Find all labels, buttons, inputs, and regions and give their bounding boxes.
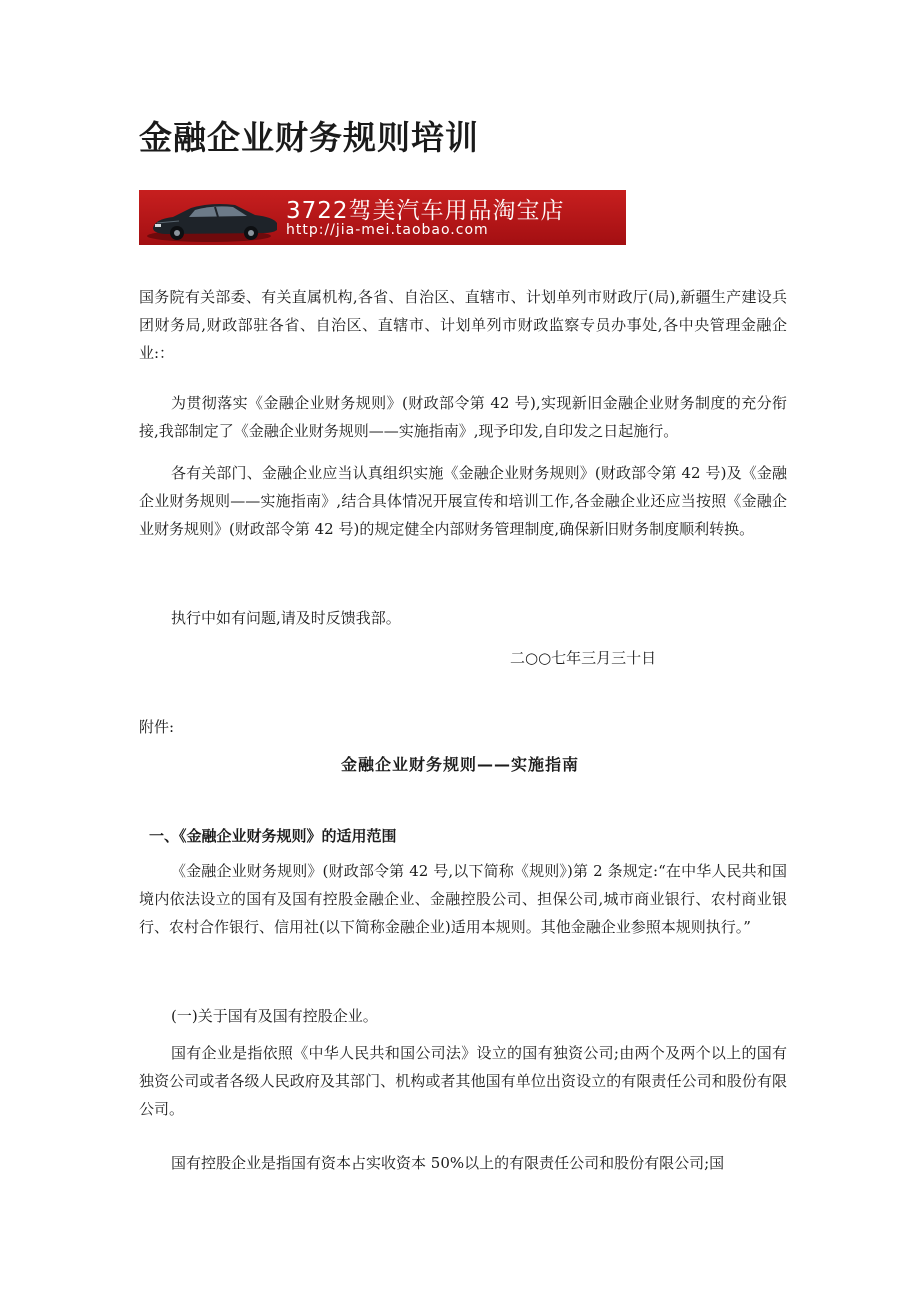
document-date: 二○○七年三月三十日 — [510, 649, 657, 667]
document-title: 金融企业财务规则培训 — [139, 118, 479, 157]
guide-title: 金融企业财务规则——实施指南 — [340, 755, 579, 774]
body-paragraph-5: 国有企业是指依照《中华人民共和国公司法》设立的国有独资公司;由两个及两个以上的国有独资公司或者各级人民政府及其部门、机构或者其他国有单位出资设立的有限责任公司和股份有限公司。 — [139, 1044, 787, 1118]
body-paragraph-6: 国有控股企业是指国有资本占实收资本 50%以上的有限责任公司和股份有限公司;国 — [171, 1154, 725, 1172]
attachment-label: 附件: — [139, 718, 175, 736]
banner-url[interactable]: http://jia-mei.taobao.com — [286, 222, 489, 238]
shop-banner-ad[interactable] — [139, 190, 626, 245]
subsection-heading-1: (一)关于国有及国有控股企业。 — [171, 1007, 378, 1025]
body-paragraph-2: 各有关部门、金融企业应当认真组织实施《金融企业财务规则》(财政部令第 42 号)及《金融企业财务规则——实施指南》,结合具体情况开展宣传和培训工作,各金融企业还应当按照《金融企业财务规则》(财政部令第 42 号)的规定健全内部财务管理制度,确保新旧财务制度顺利转换。 — [139, 464, 787, 538]
addressee-paragraph: 国务院有关部委、有关直属机构,各省、自治区、直辖市、计划单列市财政厅(局),新疆生产建设兵团财务局,财政部驻各省、自治区、直辖市、计划单列市财政监察专员办事处,各中央管理金融企业:： — [139, 288, 787, 362]
body-paragraph-3: 执行中如有问题,请及时反馈我部。 — [171, 609, 401, 627]
section-heading-1: 一、《金融企业财务规则》的适用范围 — [149, 827, 397, 845]
body-paragraph-4: 《金融企业财务规则》(财政部令第 42 号,以下简称《规则》)第 2 条规定:“在中华人民共和国境内依法设立的国有及国有控股金融企业、金融控股公司、担保公司,城市商业银行、农村商业银行、农村合作银行、信用社(以下简称金融企业)适用本规则。其他金融企业参照本规则执行。” — [139, 862, 787, 936]
body-paragraph-1: 为贯彻落实《金融企业财务规则》(财政部令第 42 号),实现新旧金融企业财务制度的充分衔接,我部制定了《金融企业财务规则——实施指南》,现予印发,自印发之日起施行。 — [139, 394, 787, 440]
car-image — [139, 190, 289, 245]
banner-shop-name: 3722驾美汽车用品淘宝店 — [286, 198, 565, 224]
